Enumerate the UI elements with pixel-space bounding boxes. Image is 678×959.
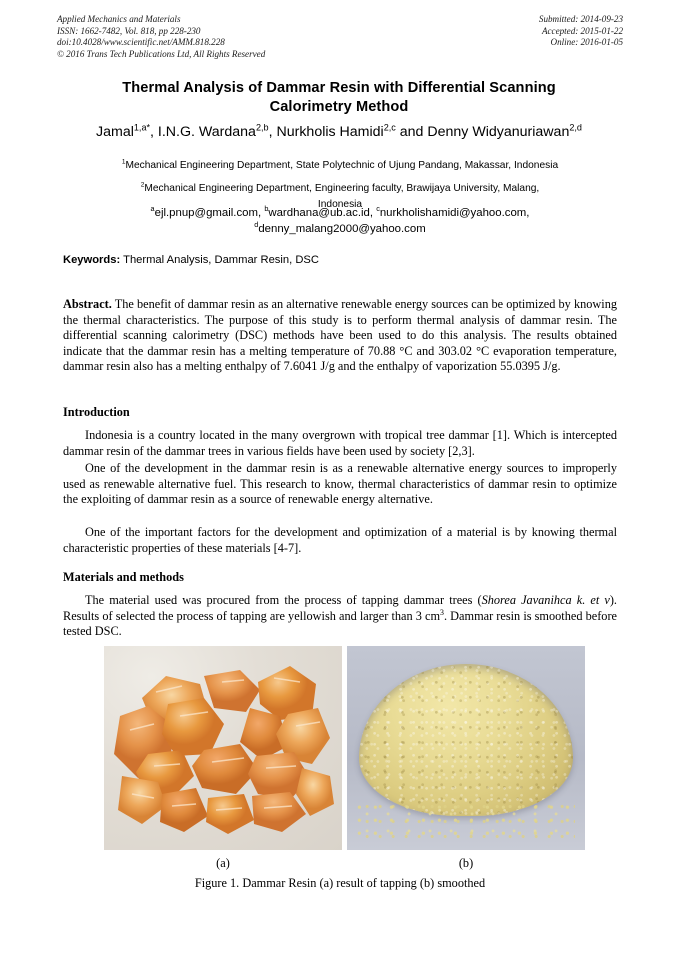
- copyright-line: © 2016 Trans Tech Publications Ltd, All Rights Reserved: [57, 48, 266, 59]
- abstract-block: [63, 297, 617, 375]
- author-2-affiliation-marker: 2,b: [255, 122, 269, 133]
- materials-text-part-1: The material used was procured from the process of tapping dammar trees (: [85, 593, 482, 607]
- keywords-line: [63, 253, 623, 267]
- email-d-marker: d: [254, 220, 259, 230]
- abstract-label: Abstract.: [63, 297, 112, 311]
- author-separator-1: ,: [150, 124, 158, 140]
- scattered-powder: [357, 802, 575, 844]
- materials-text-part-2: ). Results of selected the process of tapping are yellowish and larger than 3 cm: [63, 593, 617, 623]
- journal-name: Applied Mechanics and Materials: [57, 14, 181, 24]
- materials-text-part-3: . Dammar resin is smoothed before tested DSC.: [63, 608, 617, 639]
- affiliation-1-text: Mechanical Engineering Department, State Polytechnic of Ujung Pandang, Makassar, Indonesia: [125, 160, 559, 171]
- figure-1b-image: [347, 646, 585, 850]
- title-line-2: Calorimetry Method: [269, 99, 409, 115]
- figure-subcaption-b: (b): [458, 856, 474, 870]
- figure-subcaption-a: (a): [216, 856, 230, 870]
- figure-caption: Figure 1. Dammar Resin (a) result of tapping (b) smoothed: [194, 876, 486, 890]
- affiliation-2-text-line-2: Indonesia: [317, 199, 363, 210]
- accepted-date: Accepted: 2015-01-22: [541, 25, 623, 36]
- author-separator-3: and: [395, 124, 428, 140]
- section-heading-introduction: Introduction: [63, 405, 130, 419]
- species-name: Shorea Javanihca k. et v: [481, 593, 610, 607]
- doi-line: doi:10.4028/www.scientific.net/AMM.818.228: [57, 37, 225, 48]
- author-list: [47, 123, 631, 141]
- cubic-exponent: 3: [440, 607, 444, 617]
- abstract-text: The benefit of dammar resin as an alternative renewable energy sources can be optimized by knowing the thermal characteristics. The purpose of this study is to perform thermal analysis of dammar resin. The differential scanning calorimetry (DSC) methods have been used to do this analysis. The results obtained indicate that the dammar resin has a melting temperature of 70.88 °C and 303.02 °C evaporation temperature, dammar resin also has a melting enthalpy of 7.6041 J/g and the enthalpy of vaporization 55.0395 J/g.: [63, 297, 617, 374]
- affiliation-1: [57, 155, 623, 176]
- submitted-date: Submitted: 2014-09-23: [538, 14, 623, 24]
- author-2-name: I.N.G. Wardana: [157, 124, 256, 140]
- author-4-name: Denny Widyanuriawan: [427, 124, 570, 140]
- introduction-paragraph-3: One of the important factors for the development and optimization of a material is by knowing thermal characteristic properties of these materials [4-7].: [63, 525, 617, 555]
- keywords-value: Thermal Analysis, Dammar Resin, DSC: [120, 254, 319, 266]
- email-b-marker: b: [264, 204, 269, 214]
- email-a[interactable]: ejl.pnup@gmail.com,: [154, 207, 265, 219]
- affiliation-2-text-line-1: Mechanical Engineering Department, Engineering faculty, Brawijaya University, Malang,: [144, 183, 540, 194]
- email-c[interactable]: nurkholishamidi@yahoo.com,: [379, 207, 530, 219]
- introduction-paragraph-2: One of the development in the dammar resin is as a renewable alternative energy sources to improperly used as renewable alternative fuel. This research to know, thermal characteristics of dammar resin to optimize the exploiting of dammar resin as a source of renewable energy alternative.: [63, 461, 617, 507]
- author-3-affiliation-marker: 2,c: [383, 122, 396, 133]
- author-1-name: Jamal: [96, 124, 134, 140]
- email-d[interactable]: denny_malang2000@yahoo.com: [258, 223, 426, 235]
- figure-1a-image: [104, 646, 342, 850]
- section-heading-materials-and-methods: Materials and methods: [63, 570, 184, 584]
- running-head-left: [57, 14, 265, 60]
- online-date: Online: 2016-01-05: [550, 37, 623, 48]
- keywords-label: Keywords:: [63, 254, 121, 266]
- resin-chunks-illustration: [104, 646, 342, 850]
- author-1-affiliation-marker: 1,a*: [133, 122, 151, 133]
- author-separator-2: ,: [268, 124, 277, 140]
- author-4-affiliation-marker: 2,d: [569, 122, 582, 133]
- figure-subcaptions: [104, 856, 585, 871]
- introduction-paragraph-1: Indonesia is a country located in the many overgrown with tropical tree dammar [1]. Which is intercepted dammar resin of the dammar trees in various fields have been used by society [2,3].: [63, 428, 617, 458]
- affiliation-2-marker: 2: [140, 181, 145, 189]
- issn-line: ISSN: 1662-7482, Vol. 818, pp 228-230: [57, 25, 201, 36]
- author-3-name: Nurkholis Hamidi: [276, 124, 384, 140]
- page-title: [74, 79, 604, 117]
- email-c-marker: c: [376, 204, 380, 214]
- email-a-marker: a: [150, 204, 155, 214]
- running-head: [57, 14, 623, 60]
- email-b[interactable]: wardhana@ub.ac.id,: [268, 207, 377, 219]
- title-line-1: Thermal Analysis of Dammar Resin with Differential Scanning: [122, 80, 556, 96]
- affiliation-1-marker: 1: [121, 158, 126, 166]
- email-list: [57, 205, 623, 237]
- running-head-right: [539, 14, 623, 49]
- figure-images-row: [104, 646, 585, 850]
- materials-paragraph-1: [63, 593, 617, 640]
